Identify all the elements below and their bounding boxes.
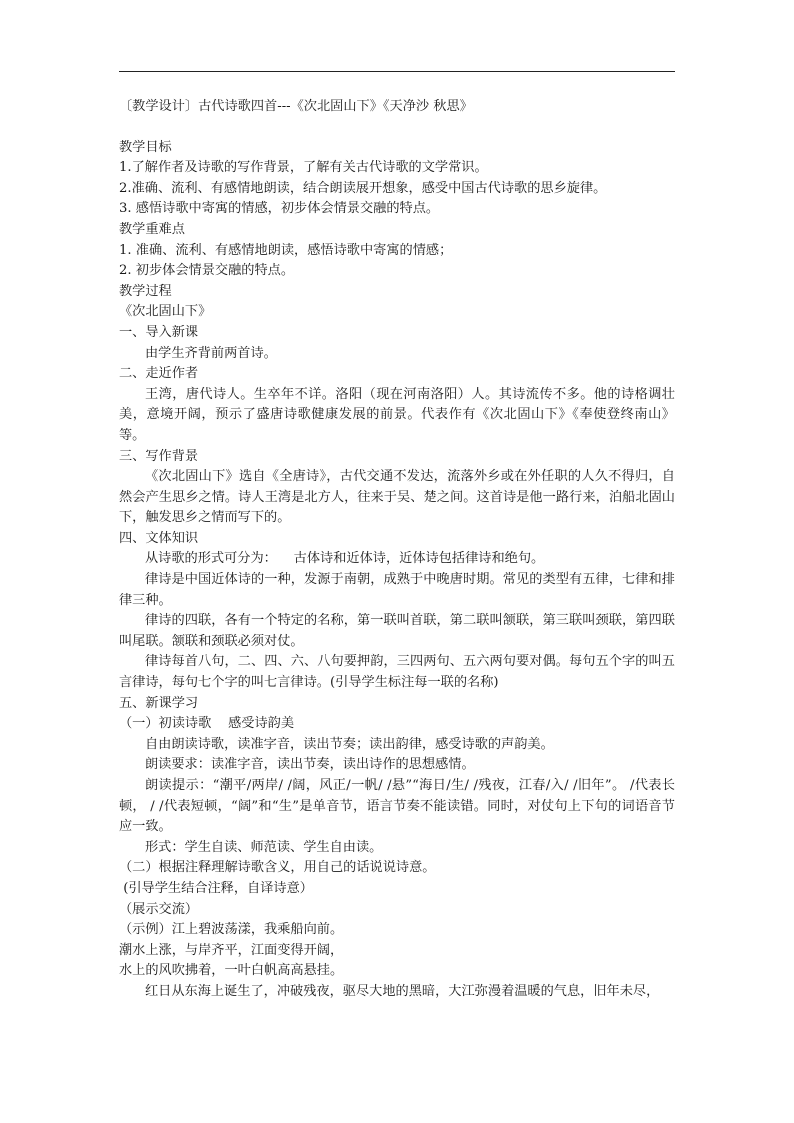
- study-paragraph: 朗读要求：读准字音，读出节奏，读出诗作的思想感情。: [145, 757, 475, 773]
- document-title: 〔教学设计〕古代诗歌四首---《次北固山下》《天净沙 秋思》: [119, 99, 473, 114]
- section-author-text: 王湾，唐代诗人。生卒年不详。洛阳（现在河南洛阳）人。其诗流传不多。他的诗格调壮美，意境开阔，预示了盛唐诗歌健康发展的前景。代表作有《次北固山下》《奉使登终南山》等。: [119, 386, 675, 443]
- genre-paragraph: 律诗的四联，各有一个特定的名称，第一联叫首联，第二联叫颔联，第三联叫颈联，第四联叫尾联。颔联和颈联必须对仗。: [119, 613, 675, 649]
- study-example-paragraph: 红日从东海上诞生了，冲破残夜，驱尽大地的黑暗，大江弥漫着温暖的气息，旧年未尽，: [145, 983, 660, 999]
- study-example-line: 潮水上涨，与岸齐平，江面变得开阔，: [119, 942, 344, 958]
- process-heading: 教学过程: [119, 283, 172, 299]
- section-heading-genre: 四、文体知识: [119, 530, 199, 546]
- study-paragraph: 形式：学生自读、师范读、学生自由读。: [145, 839, 383, 855]
- section-heading-intro: 一、导入新课: [119, 324, 199, 340]
- study-guide-note: (引导学生结合注释，自译诗意）: [119, 880, 313, 896]
- goal-item: 1.了解作者及诗歌的写作背景，了解有关古代诗歌的文学常识。: [119, 160, 488, 176]
- poem-title: 《次北固山下》: [119, 304, 212, 320]
- study-example-line: 水上的风吹拂着，一叶白帆高高悬挂。: [119, 963, 344, 979]
- key-point-item: 1. 准确、流利、有感情地朗读，感悟诗歌中寄寓的情感；: [119, 242, 453, 258]
- study-example-line: （示例）江上碧波荡漾，我乘船向前。: [119, 922, 344, 938]
- goals-heading: 教学目标: [119, 139, 172, 155]
- section-heading-author: 二、走近作者: [119, 366, 199, 382]
- section-background-text: 《次北固山下》选自《全唐诗》，古代交通不发达，流落外乡或在外任职的人久不得归，自然会产生思乡之情。诗人王湾是北方人，往来于吴、楚之间。这首诗是他一路行来，泊船北固山下，触发思乡之情而写下的。: [119, 469, 675, 526]
- header-rule: [119, 71, 675, 72]
- study-paragraph: 自由朗读诗歌，读准字音，读出节奏；读出韵律，感受诗歌的声韵美。: [145, 736, 554, 752]
- genre-paragraph: 律诗是中国近体诗的一种，发源于南朝，成熟于中晚唐时期。常见的类型有五律，七律和排律三种。: [119, 572, 675, 608]
- study-paragraph: 朗读提示：“潮平/两岸/ /阔，风正/一帆/ /悬”“海日/生/ /残夜，江春/入/ /旧年”。 /代表长顿， / /代表短顿，“阔”和“生”是单音节，语言节奏不能读错。同时，对仗句上下句的词语音节应一致。: [119, 778, 675, 835]
- genre-paragraph: 从诗歌的形式可分为： 古体诗和近体诗，近体诗包括律诗和绝句。: [145, 551, 545, 567]
- section-heading-background: 三、写作背景: [119, 448, 199, 464]
- document-body: [119, 97, 675, 1003]
- goal-item: 3. 感悟诗歌中寄寓的情感，初步体会情景交融的特点。: [119, 201, 440, 217]
- study-subheading: （二）根据注释理解诗歌含义，用自己的话说说诗意。: [119, 860, 436, 876]
- key-point-item: 2. 初步体会情景交融的特点。: [119, 263, 295, 279]
- key-points-heading: 教学重难点: [119, 221, 185, 237]
- section-heading-study: 五、新课学习: [119, 695, 199, 711]
- goal-item: 2.准确、流利、有感情地朗读，结合朗读展开想象，感受中国古代诗歌的思乡旋律。: [119, 180, 607, 196]
- genre-paragraph: 律诗每首八句，二、四、六、八句要押韵，三四两句、五六两句要对偶。每句五个字的叫五言律诗，每句七个字的叫七言律诗。(引导学生标注每一联的名称): [119, 654, 675, 691]
- study-subheading: （一）初读诗歌 感受诗韵美: [119, 716, 295, 732]
- study-show-label: （展示交流）: [119, 901, 199, 917]
- section-intro-text: 由学生齐背前两首诗。: [145, 345, 277, 361]
